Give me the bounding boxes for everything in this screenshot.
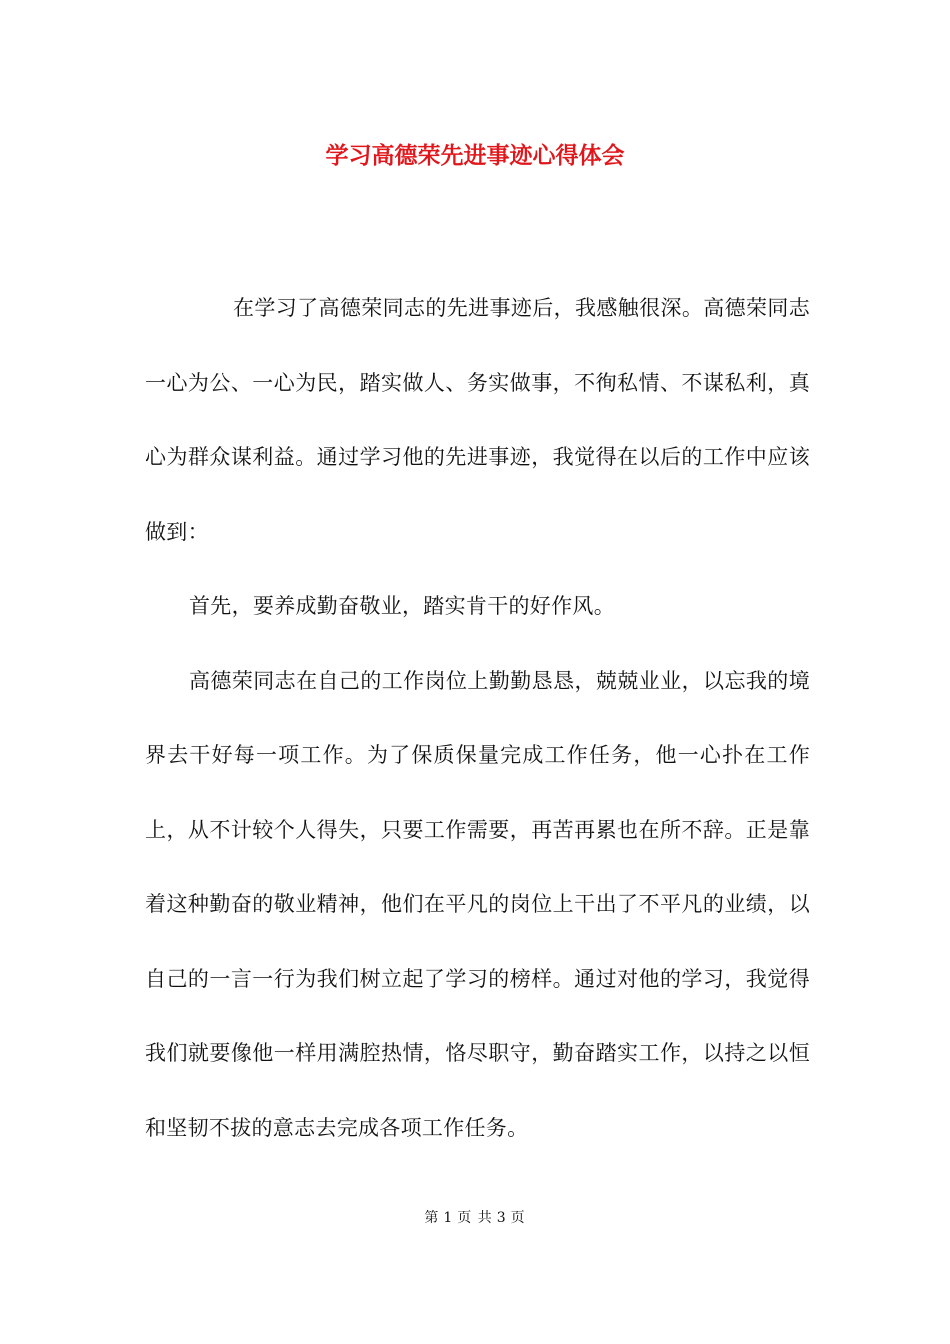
document-title: 学习高德荣先进事迹心得体会 [325,142,625,169]
page-footer [0,1208,950,1228]
footer-middle: 页 共 [457,1210,493,1226]
footer-prefix: 第 [424,1210,440,1226]
footer-total-pages: 3 [496,1210,507,1226]
paragraph-intro: 在学习了高德荣同志的先进事迹后，我感触很深。高德荣同志一心为公、一心为民，踏实做人、务实做事，不徇私情、不谋私利，真心为群众谋利益。通过学习他的先进事迹，我觉得在以后的工作中应该做到： [145,296,810,544]
paragraph-first-point: 首先，要养成勤奋敬业，踏实肯干的好作风。 [189,594,615,618]
paragraph-detail: 高德荣同志在自己的工作岗位上勤勤恳恳，兢兢业业，以忘我的境界去干好每一项工作。为了保质保量完成工作任务，他一心扑在工作上，从不计较个人得失，只要工作需要，再苦再累也在所不辞。正是靠着这种勤奋的敬业精神，他们在平凡的岗位上干出了不平凡的业绩，以自己的一言一行为我们树立起了学习的榜样。通过对他的学习，我觉得我们就要像他一样用满腔热情，恪尽职守，勤奋踏实工作，以持之以恒和坚韧不拔的意志去完成各项工作任务。 [145,668,810,1140]
document-body [145,271,810,1165]
footer-current-page: 1 [443,1210,454,1226]
footer-suffix: 页 [510,1210,526,1226]
